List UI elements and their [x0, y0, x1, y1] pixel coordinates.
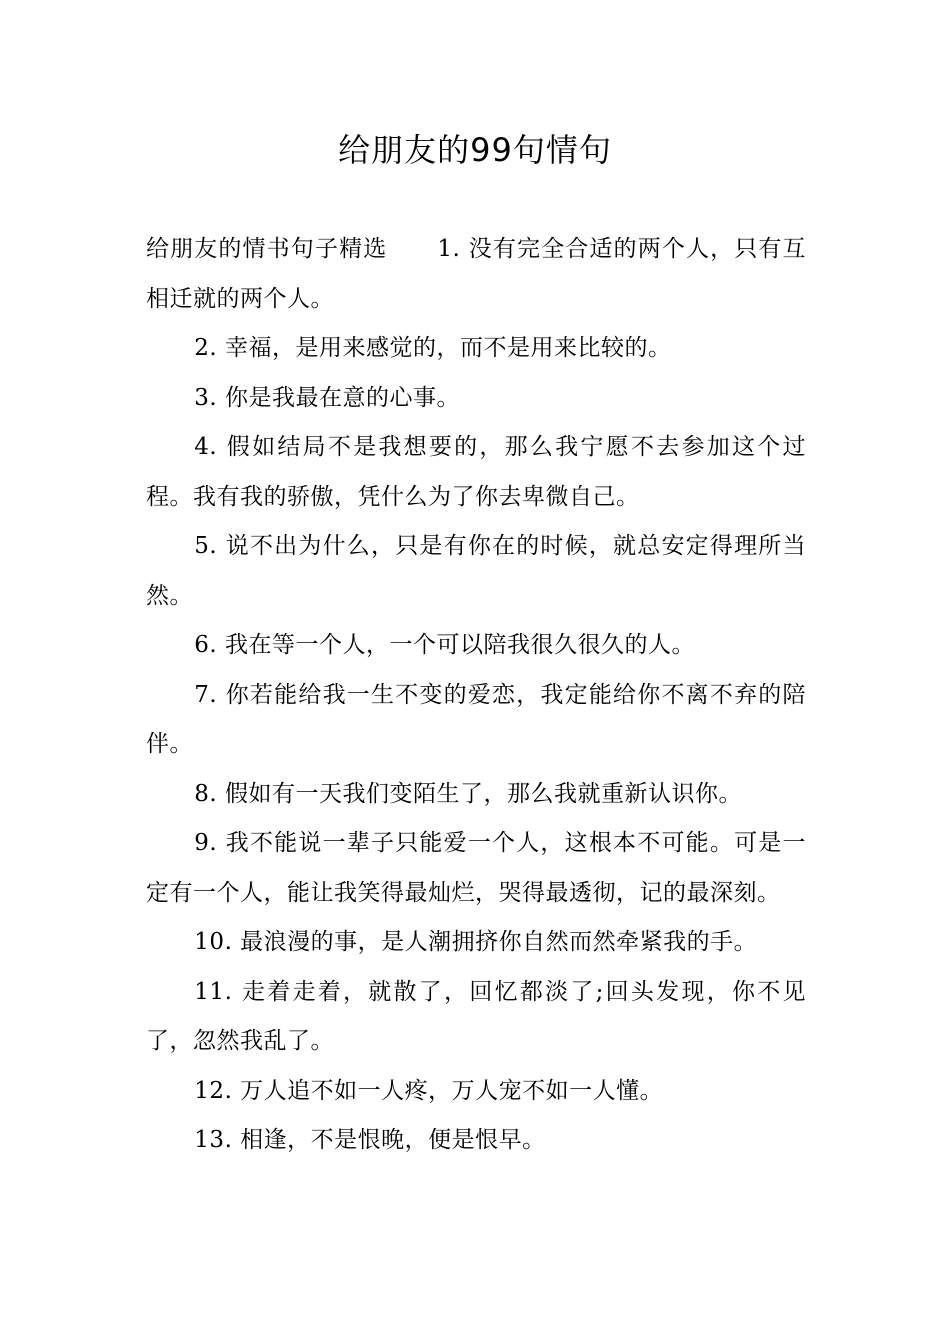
paragraph-13: 13. 相逢，不是恨晚，便是恨早。	[194, 1127, 546, 1153]
item-1: 1. 没有完全合适的两个人，只有互相迁就的两个人。	[146, 236, 807, 312]
paragraph-3: 3. 你是我最在意的心事。	[194, 384, 461, 411]
paragraph-11: 11. 走着走着，就散了，回忆都淡了;回头发现，你不见了，忽然我乱了。	[146, 978, 806, 1054]
intro-text: 给朋友的情书句子精选	[146, 236, 388, 262]
document-body	[146, 225, 806, 1166]
paragraph-2: 2. 幸福，是用来感觉的，而不是用来比较的。	[194, 335, 672, 361]
paragraph-1	[146, 225, 806, 324]
paragraph-9: 9. 我不能说一辈子只能爱一个人，这根本不可能。可是一定有一个人，能让我笑得最灿烂，哭得最透彻，记的最深刻。	[146, 830, 806, 906]
page-title: 给朋友的99句情句	[338, 131, 612, 169]
paragraph-4: 4. 假如结局不是我想要的，那么我宁愿不去参加这个过程。我有我的骄傲，凭什么为了你去卑微自己。	[146, 434, 806, 510]
paragraph-6: 6. 我在等一个人，一个可以陪我很久很久的人。	[194, 632, 696, 658]
paragraph-7: 7. 你若能给我一生不变的爱恋，我定能给你不离不弃的陪伴。	[146, 681, 806, 757]
paragraph-5: 5. 说不出为什么，只是有你在的时候，就总安定得理所当然。	[146, 533, 806, 609]
paragraph-10: 10. 最浪漫的事，是人潮拥挤你自然而然牵紧我的手。	[194, 929, 758, 955]
paragraph-8: 8. 假如有一天我们变陌生了，那么我就重新认识你。	[194, 780, 743, 807]
paragraph-12: 12. 万人追不如一人疼，万人宠不如一人懂。	[194, 1077, 664, 1104]
